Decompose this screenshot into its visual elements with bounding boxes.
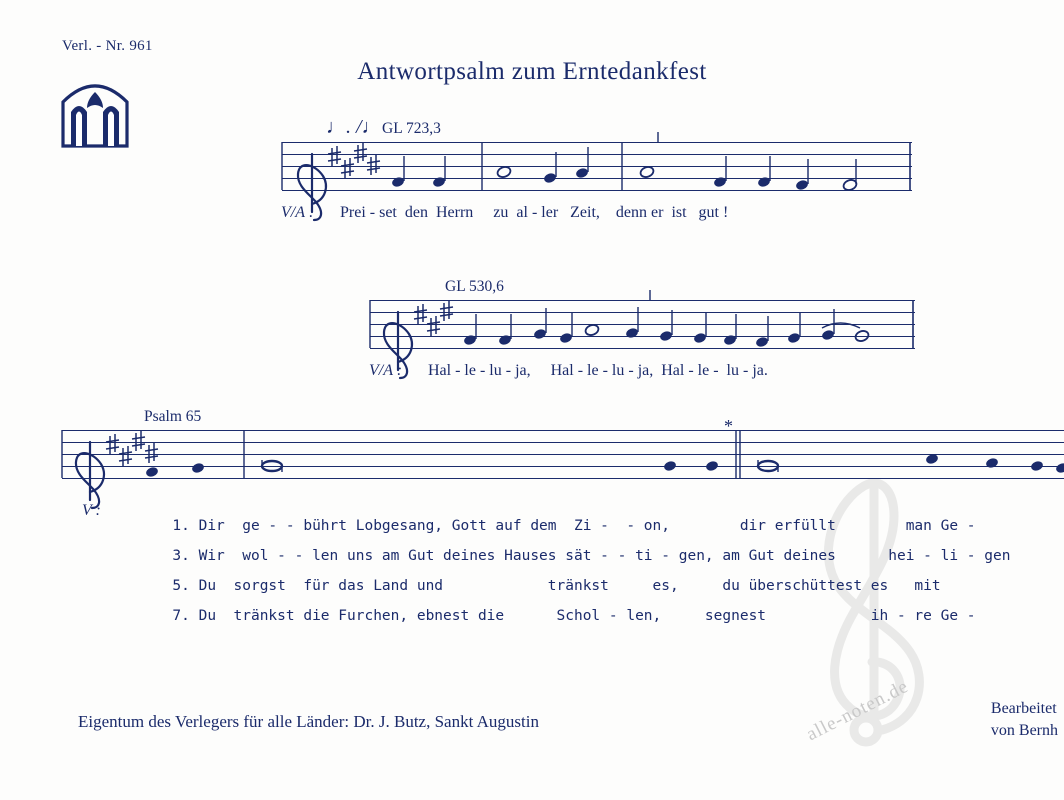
system-3 <box>62 408 1064 624</box>
verse-text: Dir ge - - bührt Lobgesang, Gott auf dem Zi - - on, dir erfüllt man Ge - <box>198 518 976 534</box>
system-3-notation <box>62 430 1064 510</box>
verse-number: 5. <box>172 578 190 594</box>
system-2 <box>369 278 915 379</box>
system-1-role-mark: V/A : <box>281 204 315 221</box>
system-1-tempo-mark: ♩. /♩ <box>326 116 382 138</box>
system-2-role-mark: V/A : <box>369 362 403 379</box>
arranger-credit <box>991 698 1058 741</box>
system-1 <box>281 116 912 221</box>
publisher-number: Verl. - Nr. 961 <box>62 38 153 54</box>
system-3-asterisk: * <box>724 416 733 436</box>
system-1-lyrics: Prei - set den Herrn zu al - ler Zeit, denn er ist gut ! <box>340 204 729 221</box>
watermark-label: alle-noten.de <box>803 675 913 746</box>
system-2-lyrics: Hal - le - lu - ja, Hal - le - lu - ja, Hal - le - lu - ja. <box>428 362 768 379</box>
system-2-label: GL 530,6 <box>445 278 504 295</box>
page-title: Antwortpsalm zum Erntedankfest <box>357 58 707 85</box>
system-1-label: GL 723,3 <box>382 120 441 137</box>
verse-text: Du tränkst die Furchen, ebnest die Schol - len, segnest ih - re Ge - <box>198 608 976 624</box>
verse-number: 3. <box>172 548 190 564</box>
system-3-label: Psalm 65 <box>144 408 202 425</box>
verse-number: 7. <box>172 608 190 624</box>
verse-text: Wir wol - - len uns am Gut deines Hauses sät - - ti - gen, am Gut deines hei - li - gen <box>198 548 1011 564</box>
arranger-credit-line1: Bearbeitet <box>990 700 1057 717</box>
arranger-credit-line2: von Bernh <box>990 721 1058 739</box>
copyright-notice: Eigentum des Verlegers für alle Länder: Dr. J. Butz, Sankt Augustin <box>78 712 539 731</box>
verse-row <box>120 592 976 640</box>
verse-text: Du sorgst für das Land und tränkst es, du überschüttest es mit <box>198 578 941 594</box>
system-3-role-mark: V : <box>82 502 101 519</box>
verse-number: 1. <box>172 518 190 534</box>
